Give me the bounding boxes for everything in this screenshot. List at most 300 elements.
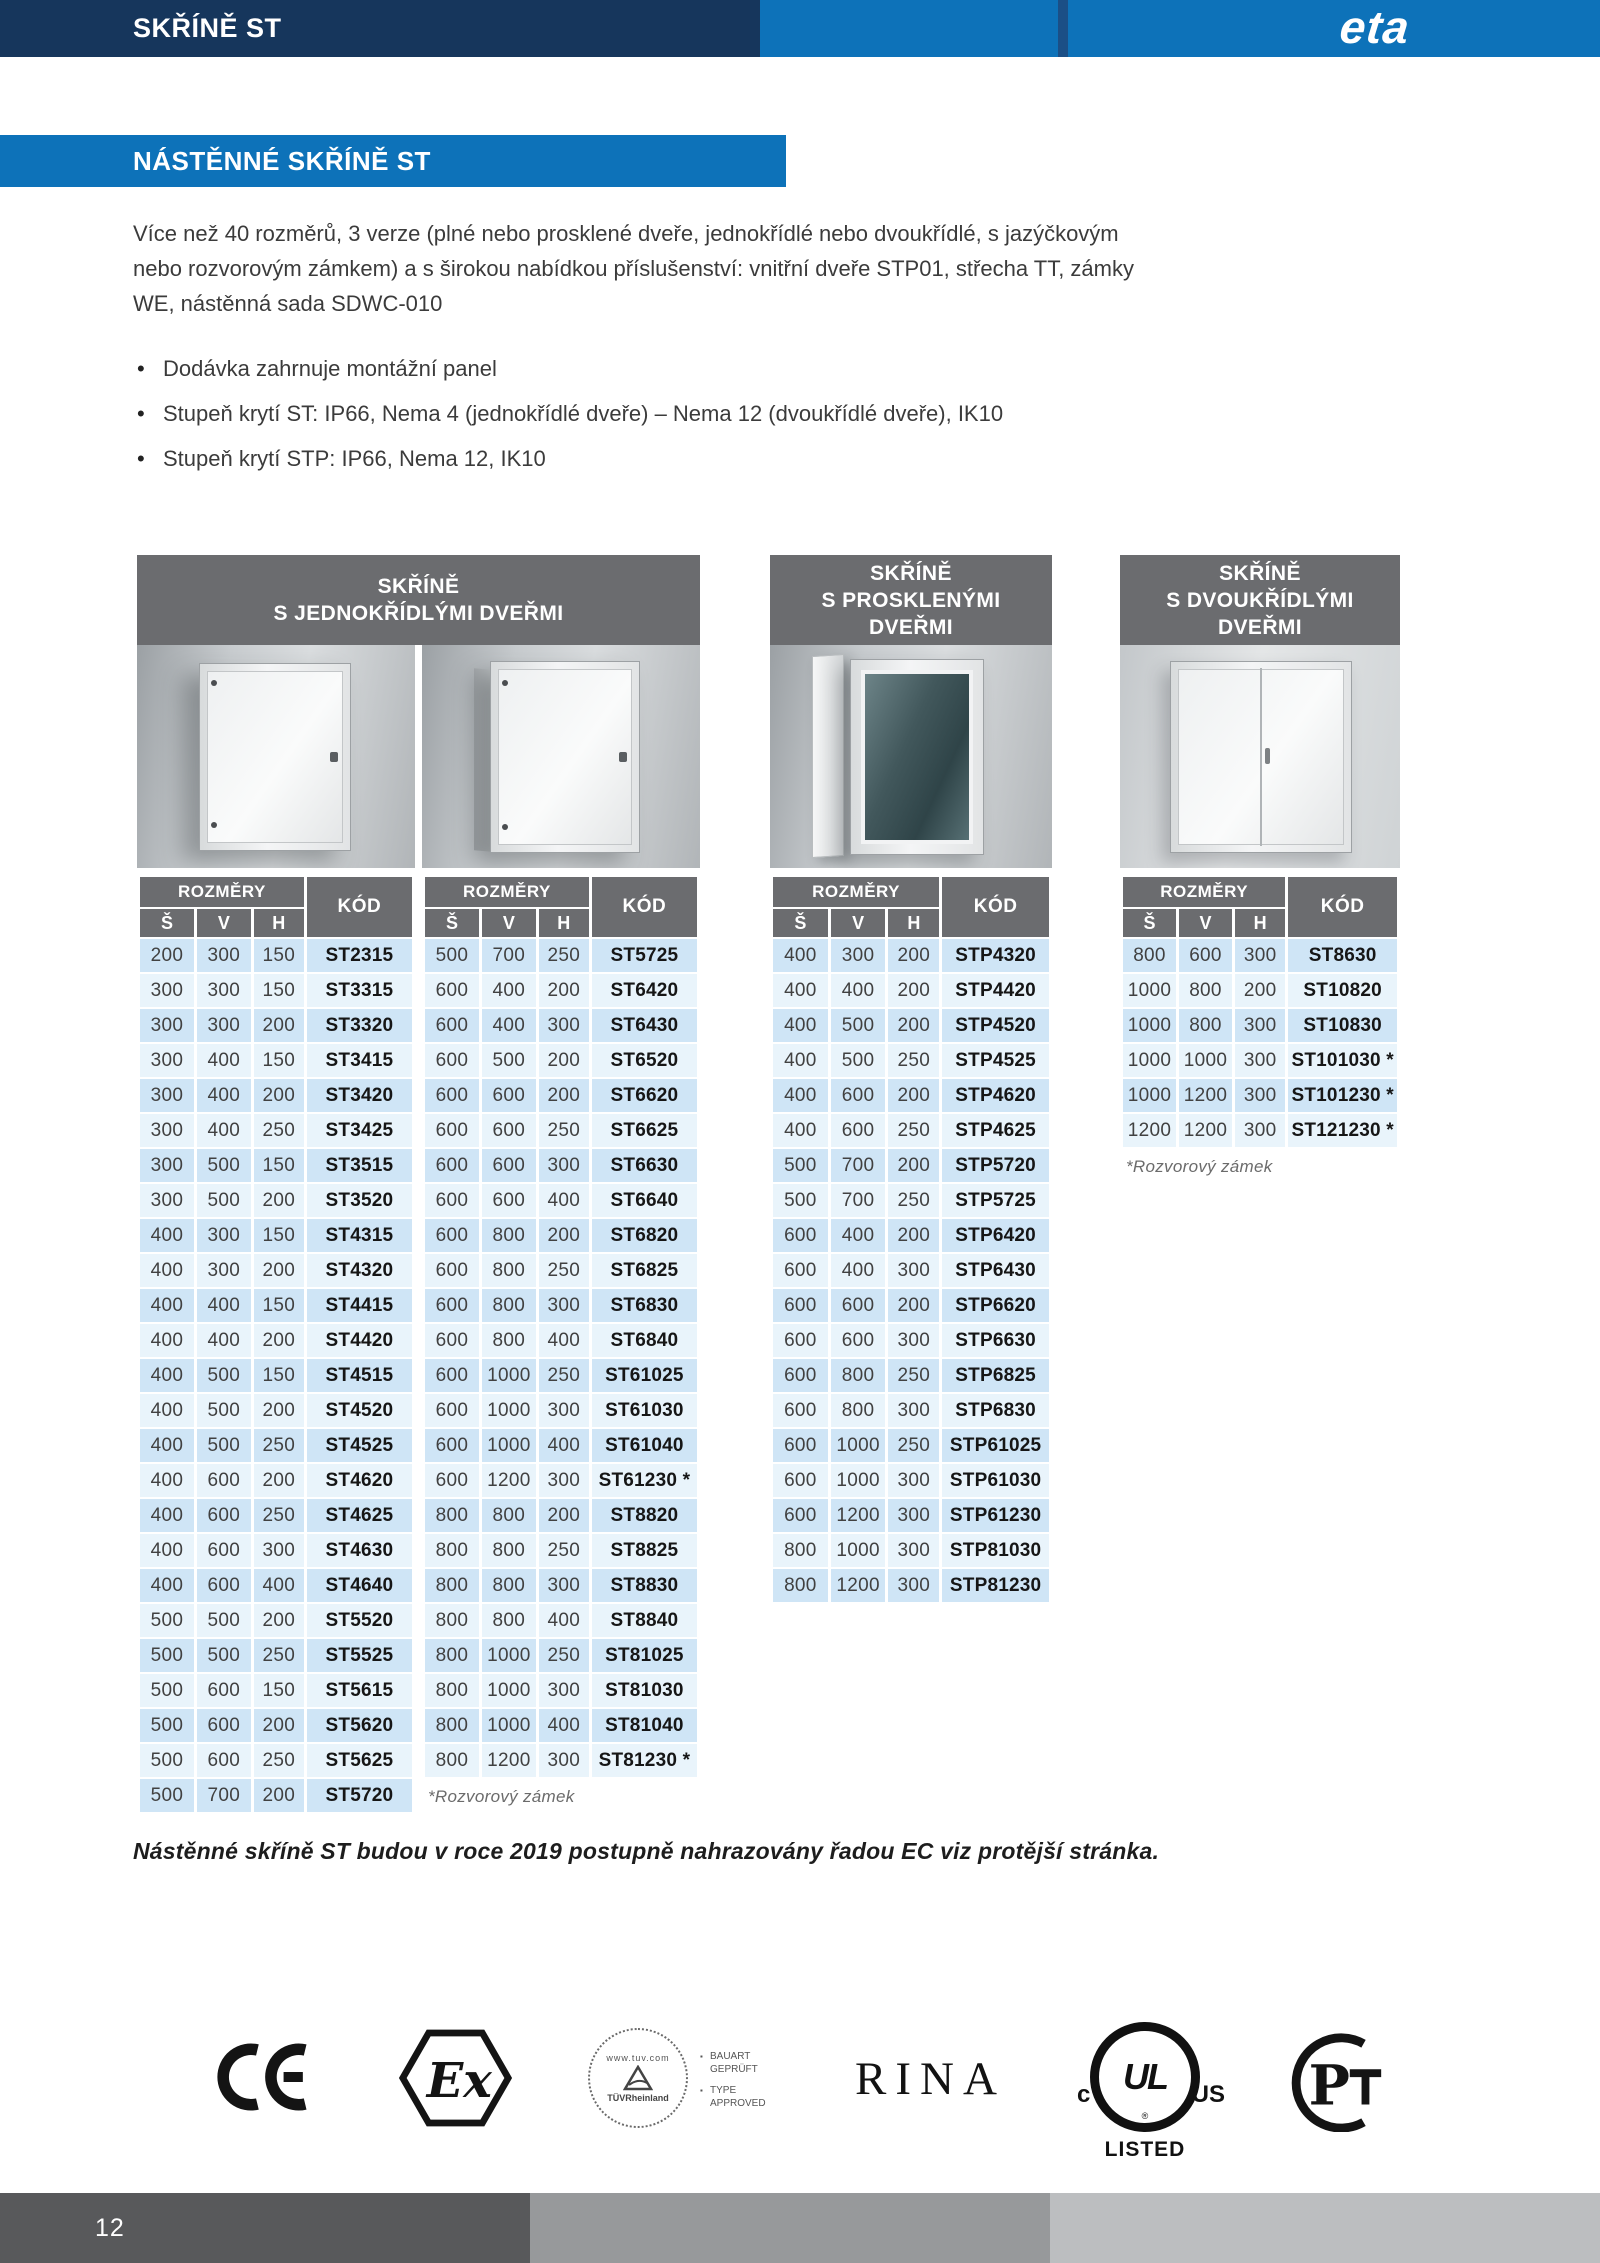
intro-line: nebo rozvorovým zámkem) a s širokou nabídkou příslušenství: vnitřní dveře STP01, střecha TT, zámky [133, 256, 1134, 281]
table-row [425, 1429, 697, 1462]
dimension-cell: 1000 [482, 1359, 536, 1392]
dimension-cell: 800 [482, 1254, 536, 1287]
bullet-icon: ▪ [700, 2086, 703, 2095]
dimension-cell: 200 [254, 1254, 304, 1287]
dimension-cell: 500 [197, 1149, 251, 1182]
dimension-cell: 400 [482, 1009, 536, 1042]
list-item [137, 356, 1487, 382]
tuv-triangle-icon [623, 2065, 653, 2091]
tuv-approval-text: ▪ BAUART GEPRÜFT ▪ TYPE APPROVED [700, 2051, 766, 2109]
dimension-cell: 800 [482, 1499, 536, 1532]
replacement-note: Nástěnné skříně ST budou v roce 2019 postupně nahrazovány řadou EC viz protější stránka. [133, 1838, 1160, 1864]
dimension-cell: 250 [254, 1114, 304, 1147]
registered-mark: ® [1141, 2111, 1149, 2121]
dimension-cell: 200 [888, 1289, 939, 1322]
table-row [773, 1429, 1049, 1462]
bullet-icon: • [137, 356, 145, 381]
table-row [140, 1044, 412, 1077]
dimension-cell: 700 [482, 939, 536, 972]
dimension-cell: 400 [773, 939, 828, 972]
code-cell: STP6630 [942, 1324, 1049, 1357]
svg-text:Ex: Ex [426, 2053, 492, 2110]
dimension-cell: 600 [1179, 939, 1232, 972]
dimension-cell: 150 [254, 1359, 304, 1392]
dimension-cell: 600 [773, 1359, 828, 1392]
dimension-cell: 800 [425, 1604, 479, 1637]
dimension-cell: 250 [888, 1429, 939, 1462]
dimension-cell: 300 [539, 1464, 589, 1497]
dimension-cell: 600 [425, 1464, 479, 1497]
dimension-cell: 250 [888, 1044, 939, 1077]
table-row [425, 1254, 697, 1287]
dimension-cell: 400 [197, 1114, 251, 1147]
code-cell: STP6420 [942, 1219, 1049, 1252]
dimension-cell: 700 [831, 1149, 886, 1182]
dimension-cell: 800 [773, 1569, 828, 1602]
code-cell: ST4525 [307, 1429, 412, 1462]
column-header-depth: H [539, 909, 589, 937]
table-row [773, 939, 1049, 972]
rina-logo: RINA [855, 2053, 1006, 2105]
table-row [425, 1464, 697, 1497]
dimension-cell: 400 [197, 1044, 251, 1077]
band-title-line: S PROSKLENÝMI [821, 588, 1001, 612]
dimension-cell: 400 [539, 1709, 589, 1742]
dimension-cell: 500 [140, 1744, 194, 1777]
dimension-cell: 600 [425, 1289, 479, 1322]
dimension-cell: 200 [1235, 974, 1285, 1007]
cabinet-photo-double-door [1120, 645, 1400, 868]
dimension-cell: 150 [254, 1674, 304, 1707]
code-cell: ST5720 [307, 1779, 412, 1812]
table-row [425, 1604, 697, 1637]
dimension-cell: 500 [140, 1779, 194, 1812]
dimension-cell: 200 [254, 1779, 304, 1812]
dimension-cell: 200 [888, 1219, 939, 1252]
code-cell: STP4320 [942, 939, 1049, 972]
dimension-cell: 500 [773, 1184, 828, 1217]
dimension-cell: 400 [140, 1464, 194, 1497]
dimension-cell: 400 [773, 1114, 828, 1147]
code-cell: ST5725 [592, 939, 697, 972]
dimension-cell: 200 [254, 1184, 304, 1217]
table-row [425, 1044, 697, 1077]
dimension-cell: 1000 [482, 1674, 536, 1707]
table-row [773, 1499, 1049, 1532]
dimension-cell: 600 [197, 1534, 251, 1567]
code-cell: ST10820 [1288, 974, 1397, 1007]
product-block-glazed-door [770, 555, 1052, 1604]
table-row [1123, 939, 1397, 972]
dimension-cell: 600 [831, 1079, 886, 1112]
page-title: SKŘÍNĚ ST [133, 13, 282, 43]
dimension-cell: 400 [539, 1184, 589, 1217]
table-row [773, 1359, 1049, 1392]
column-header-width: Š [140, 909, 194, 937]
dimension-cell: 600 [197, 1674, 251, 1707]
table-row [140, 1114, 412, 1147]
code-cell: STP5725 [942, 1184, 1049, 1217]
code-cell: STP61025 [942, 1429, 1049, 1462]
dimension-cell: 800 [482, 1534, 536, 1567]
code-cell: ST8830 [592, 1569, 697, 1602]
band-title-line: DVEŘMI [1217, 615, 1303, 639]
table-row [425, 974, 697, 1007]
column-header-dimensions: ROZMĚRY [140, 877, 304, 907]
table-row [425, 1079, 697, 1112]
table-row [1123, 974, 1397, 1007]
dimension-cell: 300 [197, 1009, 251, 1042]
dimension-cell: 1200 [1179, 1079, 1232, 1112]
table-row [140, 939, 412, 972]
table-row [773, 1044, 1049, 1077]
list-item [137, 446, 1487, 472]
dimension-cell: 400 [197, 1324, 251, 1357]
band-title-line: SKŘÍNĚ [1219, 561, 1301, 585]
band-title-line: SKŘÍNĚ [377, 575, 460, 598]
code-cell: ST5525 [307, 1639, 412, 1672]
dimension-cell: 500 [140, 1709, 194, 1742]
dimension-cell: 800 [482, 1569, 536, 1602]
table-row [773, 1254, 1049, 1287]
dimension-cell: 150 [254, 1219, 304, 1252]
code-cell: ST5625 [307, 1744, 412, 1777]
table-row [1123, 1009, 1397, 1042]
dimension-cell: 400 [140, 1569, 194, 1602]
column-header-height: V [831, 909, 886, 937]
bullet-text: Stupeň krytí STP: IP66, Nema 12, IK10 [163, 446, 546, 471]
dimension-cell: 800 [482, 1219, 536, 1252]
code-cell: ST61040 [592, 1429, 697, 1462]
code-cell: ST4640 [307, 1569, 412, 1602]
dimension-cell: 600 [773, 1499, 828, 1532]
table-row [140, 1429, 412, 1462]
dimension-cell: 600 [425, 1009, 479, 1042]
dimension-cell: 300 [888, 1324, 939, 1357]
table-row [425, 1219, 697, 1252]
dimension-cell: 800 [482, 1324, 536, 1357]
column-header-dimensions: ROZMĚRY [1123, 877, 1285, 907]
dimension-cell: 400 [197, 1289, 251, 1322]
code-cell: ST3420 [307, 1079, 412, 1112]
dimension-cell: 400 [773, 1009, 828, 1042]
dimension-cell: 600 [425, 1219, 479, 1252]
dimension-cell: 400 [539, 1324, 589, 1357]
dimension-cell: 1200 [1123, 1114, 1176, 1147]
dimension-cell: 600 [482, 1184, 536, 1217]
tuv-brand-text: TÜVRheinland [607, 2093, 669, 2103]
code-cell: ST10830 [1288, 1009, 1397, 1042]
dimension-cell: 1000 [482, 1429, 536, 1462]
dimension-cell: 300 [1235, 1079, 1285, 1112]
table-row [425, 1149, 697, 1182]
column-header-height: V [1179, 909, 1232, 937]
dimension-cell: 200 [888, 1149, 939, 1182]
dimension-cell: 300 [539, 1569, 589, 1602]
dimension-cell: 500 [197, 1359, 251, 1392]
dimension-cell: 800 [1179, 1009, 1232, 1042]
column-header-width: Š [773, 909, 828, 937]
table-row [140, 1359, 412, 1392]
table-row [773, 1149, 1049, 1182]
code-cell: ST4625 [307, 1499, 412, 1532]
header-navy-segment [0, 0, 760, 57]
table-row [140, 974, 412, 1007]
code-cell: ST5620 [307, 1709, 412, 1742]
dimension-cell: 200 [254, 1324, 304, 1357]
code-cell: ST81030 [592, 1674, 697, 1707]
code-cell: STP6830 [942, 1394, 1049, 1427]
product-block-title [1120, 555, 1400, 645]
ul-listed-text: LISTED [1104, 2138, 1186, 2161]
dimension-cell: 300 [140, 1149, 194, 1182]
table-row [140, 1569, 412, 1602]
dimension-cell: 1200 [482, 1744, 536, 1777]
table-row [140, 1254, 412, 1287]
code-cell: STP5720 [942, 1149, 1049, 1182]
code-cell: ST5520 [307, 1604, 412, 1637]
dimension-cell: 600 [425, 1114, 479, 1147]
dimension-cell: 250 [254, 1429, 304, 1462]
code-cell: ST6825 [592, 1254, 697, 1287]
dimension-cell: 400 [140, 1359, 194, 1392]
dimension-cell: 500 [831, 1009, 886, 1042]
code-cell: ST6640 [592, 1184, 697, 1217]
code-cell: STP4620 [942, 1079, 1049, 1112]
dimension-cell: 600 [773, 1429, 828, 1462]
dimension-cell: 1000 [482, 1394, 536, 1427]
column-header-dimensions: ROZMĚRY [425, 877, 589, 907]
dimension-cell: 600 [425, 1044, 479, 1077]
dimension-cell: 400 [254, 1569, 304, 1602]
dimension-cell: 300 [888, 1464, 939, 1497]
table-row [773, 1289, 1049, 1322]
dimension-cell: 250 [254, 1499, 304, 1532]
dimension-cell: 600 [773, 1464, 828, 1497]
cabinet-photo-single-door-2 [422, 645, 700, 868]
dimension-cell: 250 [539, 1639, 589, 1672]
table-row [140, 1779, 412, 1812]
band-title-line: SKŘÍNĚ [870, 561, 952, 585]
dimension-cell: 300 [539, 1674, 589, 1707]
code-cell: ST6630 [592, 1149, 697, 1182]
code-cell: STP4420 [942, 974, 1049, 1007]
table-row [140, 1534, 412, 1567]
dimension-cell: 600 [197, 1569, 251, 1602]
table-row [1123, 1044, 1397, 1077]
dimension-cell: 1000 [831, 1429, 886, 1462]
code-cell: ST6430 [592, 1009, 697, 1042]
code-cell: ST8820 [592, 1499, 697, 1532]
dimension-cell: 600 [425, 1429, 479, 1462]
dimension-cell: 400 [140, 1394, 194, 1427]
atex-ex-icon [398, 2028, 513, 2133]
code-cell: ST101230 * [1288, 1079, 1397, 1112]
cabinet-photo-single-door-1 [137, 645, 415, 868]
dimension-cell: 400 [140, 1534, 194, 1567]
dimension-cell: 600 [482, 1149, 536, 1182]
dimension-cell: 400 [773, 1079, 828, 1112]
dimension-cell: 800 [425, 1569, 479, 1602]
code-cell: STP4525 [942, 1044, 1049, 1077]
ce-mark-icon [205, 2035, 309, 2124]
dimension-cell: 300 [831, 939, 886, 972]
table-row [140, 1184, 412, 1217]
dimension-cell: 300 [1235, 1009, 1285, 1042]
dimension-cell: 200 [254, 1464, 304, 1497]
dimension-cell: 150 [254, 1044, 304, 1077]
code-cell: ST101030 * [1288, 1044, 1397, 1077]
list-item [137, 401, 1487, 427]
table-row [1123, 1079, 1397, 1112]
dimension-cell: 150 [254, 1149, 304, 1182]
dimension-cell: 300 [1235, 1114, 1285, 1147]
code-cell: ST61025 [592, 1359, 697, 1392]
dimension-cell: 600 [773, 1254, 828, 1287]
dimension-cell: 700 [831, 1184, 886, 1217]
code-cell: ST81025 [592, 1639, 697, 1672]
code-cell: ST4520 [307, 1394, 412, 1427]
code-cell: ST4620 [307, 1464, 412, 1497]
code-cell: ST3315 [307, 974, 412, 1007]
dimension-cell: 500 [831, 1044, 886, 1077]
dimension-cell: 200 [539, 974, 589, 1007]
code-cell: STP81230 [942, 1569, 1049, 1602]
dimension-cell: 200 [254, 1009, 304, 1042]
dimension-cell: 250 [539, 1534, 589, 1567]
code-cell: ST6840 [592, 1324, 697, 1357]
dimension-cell: 400 [773, 974, 828, 1007]
dimension-cell: 300 [140, 1044, 194, 1077]
ul-c-mark: c [1077, 2081, 1091, 2108]
table-row [425, 1569, 697, 1602]
dimension-cell: 1000 [1179, 1044, 1232, 1077]
dimension-cell: 300 [888, 1394, 939, 1427]
product-block-single-door [137, 555, 700, 1814]
code-cell: STP6825 [942, 1359, 1049, 1392]
dimension-cell: 600 [482, 1079, 536, 1112]
code-cell: STP6620 [942, 1289, 1049, 1322]
dimension-cell: 500 [197, 1184, 251, 1217]
code-cell: ST4630 [307, 1534, 412, 1567]
tuv-stamp-icon [588, 2028, 818, 2128]
header-blue-segment-2 [1068, 0, 1600, 57]
spec-table-single-door-left [137, 875, 415, 1814]
section-banner [0, 135, 786, 187]
code-cell: ST3415 [307, 1044, 412, 1077]
tuv-arc-text: www.tuv.com [606, 2053, 670, 2063]
footer-bar [0, 2193, 1600, 2263]
header-blue-segment [760, 0, 1058, 57]
code-cell: ST6420 [592, 974, 697, 1007]
dimension-cell: 250 [888, 1184, 939, 1217]
table-row [425, 1394, 697, 1427]
dimension-cell: 300 [888, 1254, 939, 1287]
dimension-cell: 500 [197, 1604, 251, 1637]
dimension-cell: 300 [539, 1289, 589, 1322]
dimension-cell: 400 [140, 1219, 194, 1252]
dimension-cell: 600 [773, 1289, 828, 1322]
dimension-cell: 600 [425, 1324, 479, 1357]
dimension-cell: 150 [254, 1289, 304, 1322]
dimension-cell: 1000 [1123, 1044, 1176, 1077]
code-cell: ST4315 [307, 1219, 412, 1252]
top-header-bar [0, 0, 1600, 57]
table-row [140, 1464, 412, 1497]
table-row [773, 974, 1049, 1007]
code-cell: ST3520 [307, 1184, 412, 1217]
dimension-cell: 250 [539, 939, 589, 972]
eta-brand-logo: eta [1337, 1, 1413, 53]
tuv-circle [588, 2028, 688, 2128]
dimension-cell: 800 [1179, 974, 1232, 1007]
cabinet-photo-glazed-door [770, 645, 1052, 868]
dimension-cell: 1200 [831, 1499, 886, 1532]
ul-listed-icon [1077, 2022, 1225, 2162]
dimension-cell: 800 [425, 1534, 479, 1567]
dimension-cell: 150 [254, 974, 304, 1007]
dimension-cell: 200 [254, 1394, 304, 1427]
page-number: 12 [95, 2214, 125, 2242]
dimension-cell: 600 [773, 1219, 828, 1252]
band-title-line: S DVOUKŘÍDLÝMI [1166, 588, 1354, 612]
table-row [425, 1324, 697, 1357]
dimension-cell: 200 [539, 1044, 589, 1077]
table-row [773, 1534, 1049, 1567]
dimension-cell: 400 [831, 974, 886, 1007]
dimension-cell: 300 [197, 974, 251, 1007]
table-row [140, 1639, 412, 1672]
table-row [773, 1079, 1049, 1112]
code-cell: STP61030 [942, 1464, 1049, 1497]
table-row [140, 1079, 412, 1112]
bullet-text: Stupeň krytí ST: IP66, Nema 4 (jednokřídlé dveře) – Nema 12 (dvoukřídlé dveře), IK10 [163, 401, 1004, 426]
header-segment-divider [1058, 0, 1068, 57]
table-row [425, 1114, 697, 1147]
dimension-cell: 300 [539, 1744, 589, 1777]
dimension-cell: 300 [1235, 939, 1285, 972]
dimension-cell: 500 [482, 1044, 536, 1077]
bullet-text: Dodávka zahrnuje montážní panel [163, 356, 497, 381]
table-row [425, 1184, 697, 1217]
code-cell: ST4320 [307, 1254, 412, 1287]
code-cell: ST8630 [1288, 939, 1397, 972]
footer-medium-segment [530, 2193, 1050, 2263]
dimension-cell: 200 [254, 1604, 304, 1637]
dimension-cell: 600 [425, 1254, 479, 1287]
dimension-cell: 200 [254, 1079, 304, 1112]
dimension-cell: 1000 [831, 1464, 886, 1497]
column-header-depth: H [254, 909, 304, 937]
dimension-cell: 400 [539, 1429, 589, 1462]
table-row [140, 1289, 412, 1322]
dimension-cell: 800 [831, 1394, 886, 1427]
table-row [425, 1499, 697, 1532]
code-cell: ST8825 [592, 1534, 697, 1567]
dimension-cell: 400 [831, 1254, 886, 1287]
dimension-cell: 300 [140, 974, 194, 1007]
table-row [425, 1744, 697, 1777]
dimension-cell: 200 [888, 1009, 939, 1042]
code-cell: STP4625 [942, 1114, 1049, 1147]
bullet-icon: • [137, 446, 145, 471]
table-row [773, 1114, 1049, 1147]
dimension-cell: 800 [425, 1639, 479, 1672]
dimension-cell: 400 [140, 1324, 194, 1357]
footer-light-segment [1050, 2193, 1600, 2263]
dimension-cell: 1000 [482, 1709, 536, 1742]
table-row [773, 1219, 1049, 1252]
